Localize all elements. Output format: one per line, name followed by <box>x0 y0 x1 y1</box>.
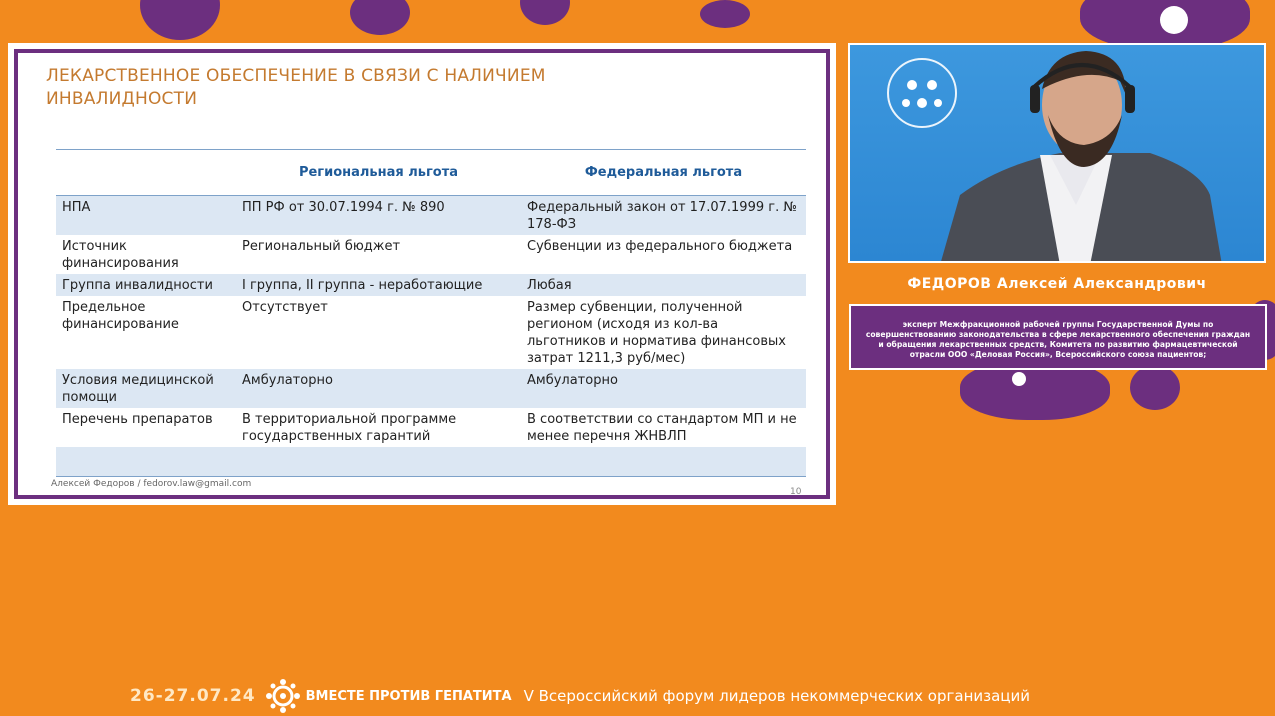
slide-title <box>46 65 646 111</box>
speaker-video-image <box>850 45 1266 263</box>
comparison-table <box>56 149 806 477</box>
event-banner <box>130 684 1030 708</box>
event-forum-title: V Всероссийский форум лидеров некоммерческих организаций <box>523 687 1031 705</box>
table-row <box>56 274 806 296</box>
table-cell-empty <box>521 447 806 477</box>
table-cell: Группа инвалидности <box>56 274 236 296</box>
table-cell: Источник финансирования <box>62 239 179 271</box>
table-row <box>56 408 806 447</box>
table-cell: В территориальной программе государственных гарантий <box>242 412 457 444</box>
table-header-row <box>56 150 806 196</box>
table-cell: Федеральный закон от 17.07.1999 г. № 178-ФЗ <box>521 196 806 236</box>
table-cell: Размер субвенции, полученной регионом (исходя из кол-ва льготников и норматива финансовых затрат 1211,3 руб/мес) <box>527 300 786 366</box>
table-row <box>56 296 806 369</box>
slide-footer-author: Алексей Федоров / fedorov.law@gmail.com <box>51 479 252 489</box>
table-cell: Условия медицинской помощи <box>56 369 236 408</box>
speaker-name: ФЕДОРОВ Алексей Александрович <box>907 276 1207 292</box>
table-cell: НПА <box>56 196 236 236</box>
slide-title-line2: ИНВАЛИДНОСТИ <box>46 89 198 109</box>
speaker-bio: эксперт Межфракционной рабочей группы Государственной Думы по совершенствованию законодательства в сфере лекарственного обеспечения граждан и обращения лекарственных средств, Комитета по развитию фармацевтической отрасли ООО «Деловая Россия», Всероссийского союза пациентов; <box>849 304 1267 370</box>
table-cell: Перечень препаратов <box>62 412 213 427</box>
table-cell: I группа, II группа - неработающие <box>236 274 521 296</box>
table-row <box>56 196 806 236</box>
event-dates: 26-27.07.24 <box>130 686 256 706</box>
table-row <box>56 369 806 408</box>
table-row <box>56 235 806 274</box>
table-cell: В соответствии со стандартом МП и не менее перечня ЖНВЛП <box>527 412 797 444</box>
event-brand: ВМЕСТЕ ПРОТИВ ГЕПАТИТА <box>305 688 512 704</box>
table-cell-empty <box>56 447 236 477</box>
presentation-slide <box>8 43 836 505</box>
slide-title-line1: ЛЕКАРСТВЕННОЕ ОБЕСПЕЧЕНИЕ В СВЯЗИ С НАЛИЧИЕМ <box>46 66 546 86</box>
slide-border <box>14 49 830 499</box>
table-cell: Амбулаторно <box>521 369 806 408</box>
table-cell-empty <box>236 447 521 477</box>
table-cell: Амбулаторно <box>236 369 521 408</box>
table-header-empty <box>56 150 236 196</box>
table-cell: Региональный бюджет <box>242 239 401 254</box>
table-cell: Отсутствует <box>242 300 328 315</box>
table-cell: Любая <box>521 274 806 296</box>
speaker-figure <box>940 51 1222 263</box>
table-cell: Субвенции из федерального бюджета <box>527 239 793 254</box>
speaker-video <box>848 43 1266 263</box>
patients-union-logo <box>888 59 956 127</box>
table-cell: ПП РФ от 30.07.1994 г. № 890 <box>236 196 521 236</box>
table-header-regional: Региональная льгота <box>236 150 521 196</box>
table-cell: Предельное финансирование <box>62 300 179 332</box>
table-header-federal: Федеральная льгота <box>521 150 806 196</box>
hepatitis-logo-icon <box>266 679 300 713</box>
table-row-empty <box>56 447 806 477</box>
slide-page-number: 10 <box>790 487 802 497</box>
